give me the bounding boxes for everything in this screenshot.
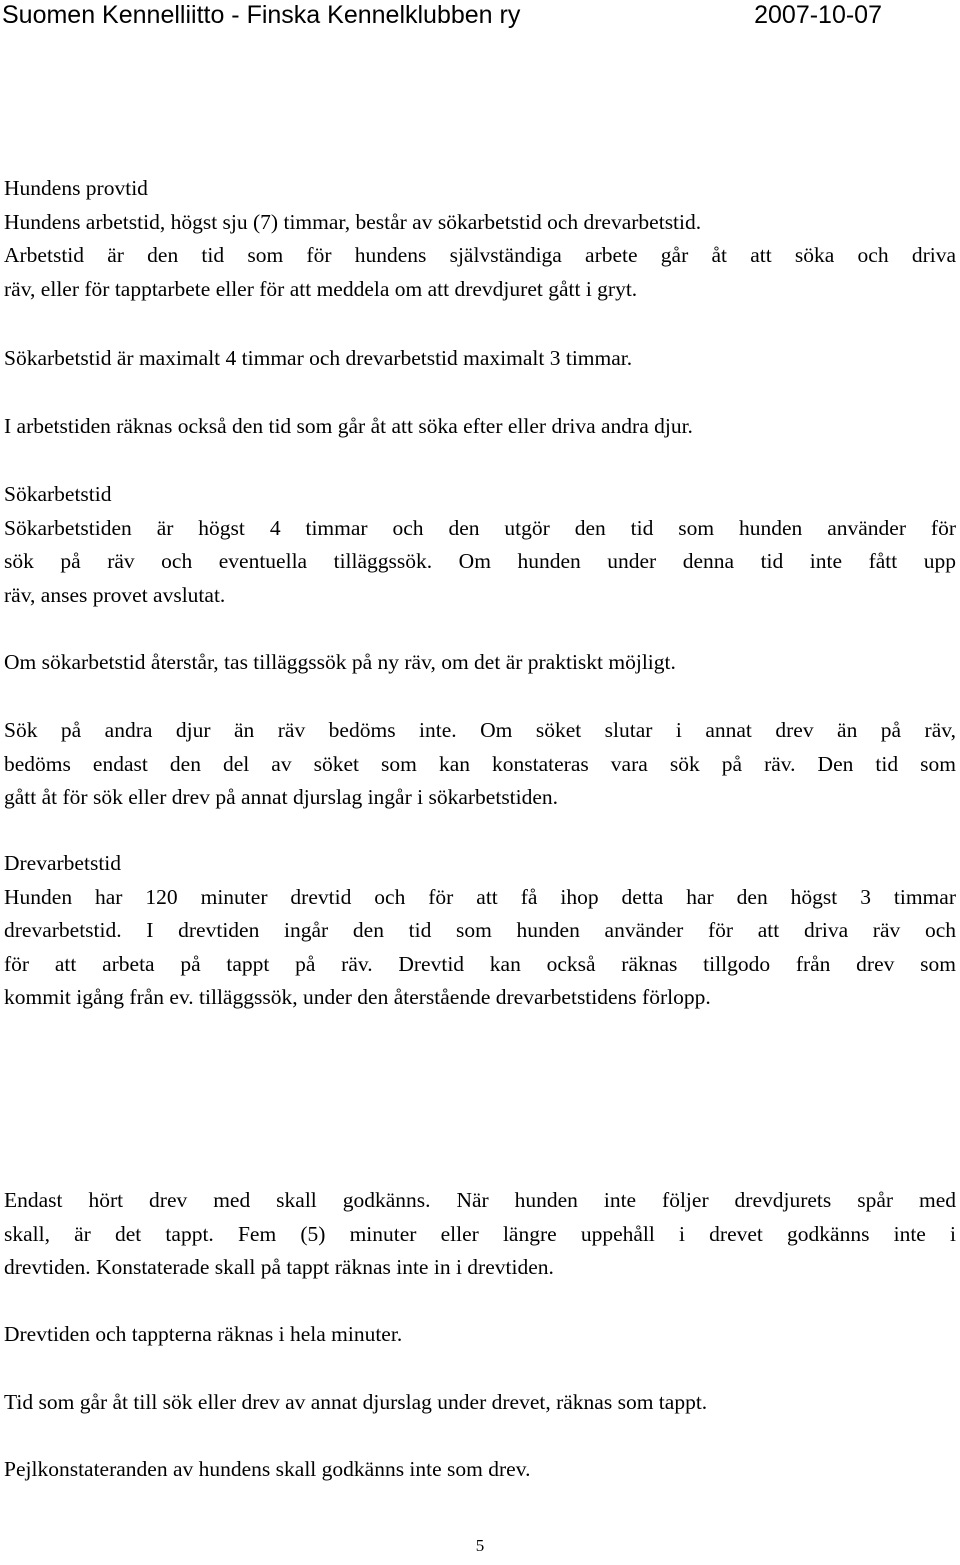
sokarbetstid-line: räv, anses provet avslutat. <box>4 582 226 607</box>
other-animals-paragraph <box>4 410 956 444</box>
remaining-text: Om sökarbetstid återstår, tas tilläggssök på ny räv, om det är praktiskt möjligt. <box>4 650 676 674</box>
other-animals-text: I arbetstiden räknas också den tid som går åt att söka efter eller driva andra djur. <box>4 414 693 438</box>
page-number: 5 <box>475 1536 485 1555</box>
max-times-text: Sökarbetstid är maximalt 4 timmar och drevarbetstid maximalt 3 timmar. <box>4 346 633 370</box>
remaining-paragraph <box>4 646 956 680</box>
minutes-text: Drevtiden och tappterna räknas i hela minuter. <box>4 1322 403 1346</box>
header-date: 2007-10-07 <box>754 1 882 29</box>
provtid-section <box>4 172 956 306</box>
drevarbetstid-line: drevarbetstid. I drevtiden ingår den tid som hunden använder för att driva räv och <box>4 918 956 942</box>
drevarbetstid-heading: Drevarbetstid <box>4 851 122 875</box>
sokarbetstid-section <box>4 478 956 612</box>
minutes-paragraph <box>4 1318 956 1352</box>
sokarbetstid-heading: Sökarbetstid <box>4 482 112 506</box>
other-prey-line: Sök på andra djur än räv bedöms inte. Om söket slutar i annat drev än på räv, <box>4 718 956 742</box>
skall-line: Endast hört drev med skall godkänns. När hunden inte följer drevdjurets spår med <box>4 1188 956 1212</box>
header-organization: Suomen Kennelliitto - Finska Kennelklubben ry <box>2 1 521 29</box>
page-header <box>0 0 960 34</box>
skall-line: skall, är det tappt. Fem (5) minuter eller längre uppehåll i drevet godkänns inte i <box>4 1221 956 1246</box>
skall-section <box>4 1184 956 1285</box>
provtid-line: Arbetstid är den tid som för hundens självständiga arbete går åt att söka och driva <box>4 243 956 267</box>
drevarbetstid-line: för att arbeta på tappt på räv. Drevtid kan också räknas tillgodo från drev som <box>4 951 956 976</box>
tappt-text: Tid som går åt till sök eller drev av annat djurslag under drevet, räknas som tappt. <box>4 1390 708 1414</box>
pejl-paragraph <box>4 1453 956 1487</box>
pejl-text: Pejlkonstateranden av hundens skall godkänns inte som drev. <box>4 1457 531 1481</box>
provtid-line: räv, eller för tapptarbete eller för att meddela om att drevdjuret gått i gryt. <box>4 276 638 301</box>
tappt-paragraph <box>4 1386 956 1420</box>
other-prey-section <box>4 714 956 815</box>
sokarbetstid-line: Sökarbetstiden är högst 4 timmar och den utgör den tid som hunden använder för <box>4 515 956 540</box>
drevarbetstid-line: Hunden har 120 minuter drevtid och för att få ihop detta har den högst 3 timmar <box>4 884 956 909</box>
provtid-line: Hundens arbetstid, högst sju (7) timmar, består av sökarbetstid och drevarbetstid. <box>4 209 702 234</box>
other-prey-line: bedöms endast den del av söket som kan konstateras vara sök på räv. Den tid som <box>4 751 956 776</box>
skall-line: drevtiden. Konstaterade skall på tappt räknas inte in i drevtiden. <box>4 1255 554 1279</box>
other-prey-line: gått åt för sök eller drev på annat djurslag ingår i sökarbetstiden. <box>4 785 559 809</box>
provtid-heading: Hundens provtid <box>4 176 148 200</box>
sokarbetstid-line: sök på räv och eventuella tilläggssök. Om hunden under denna tid inte fått upp <box>4 549 956 573</box>
drevarbetstid-section <box>4 847 956 1015</box>
max-times-paragraph <box>4 342 956 376</box>
drevarbetstid-line: kommit igång från ev. tilläggssök, under den återstående drevarbetstidens förlopp. <box>4 985 711 1009</box>
